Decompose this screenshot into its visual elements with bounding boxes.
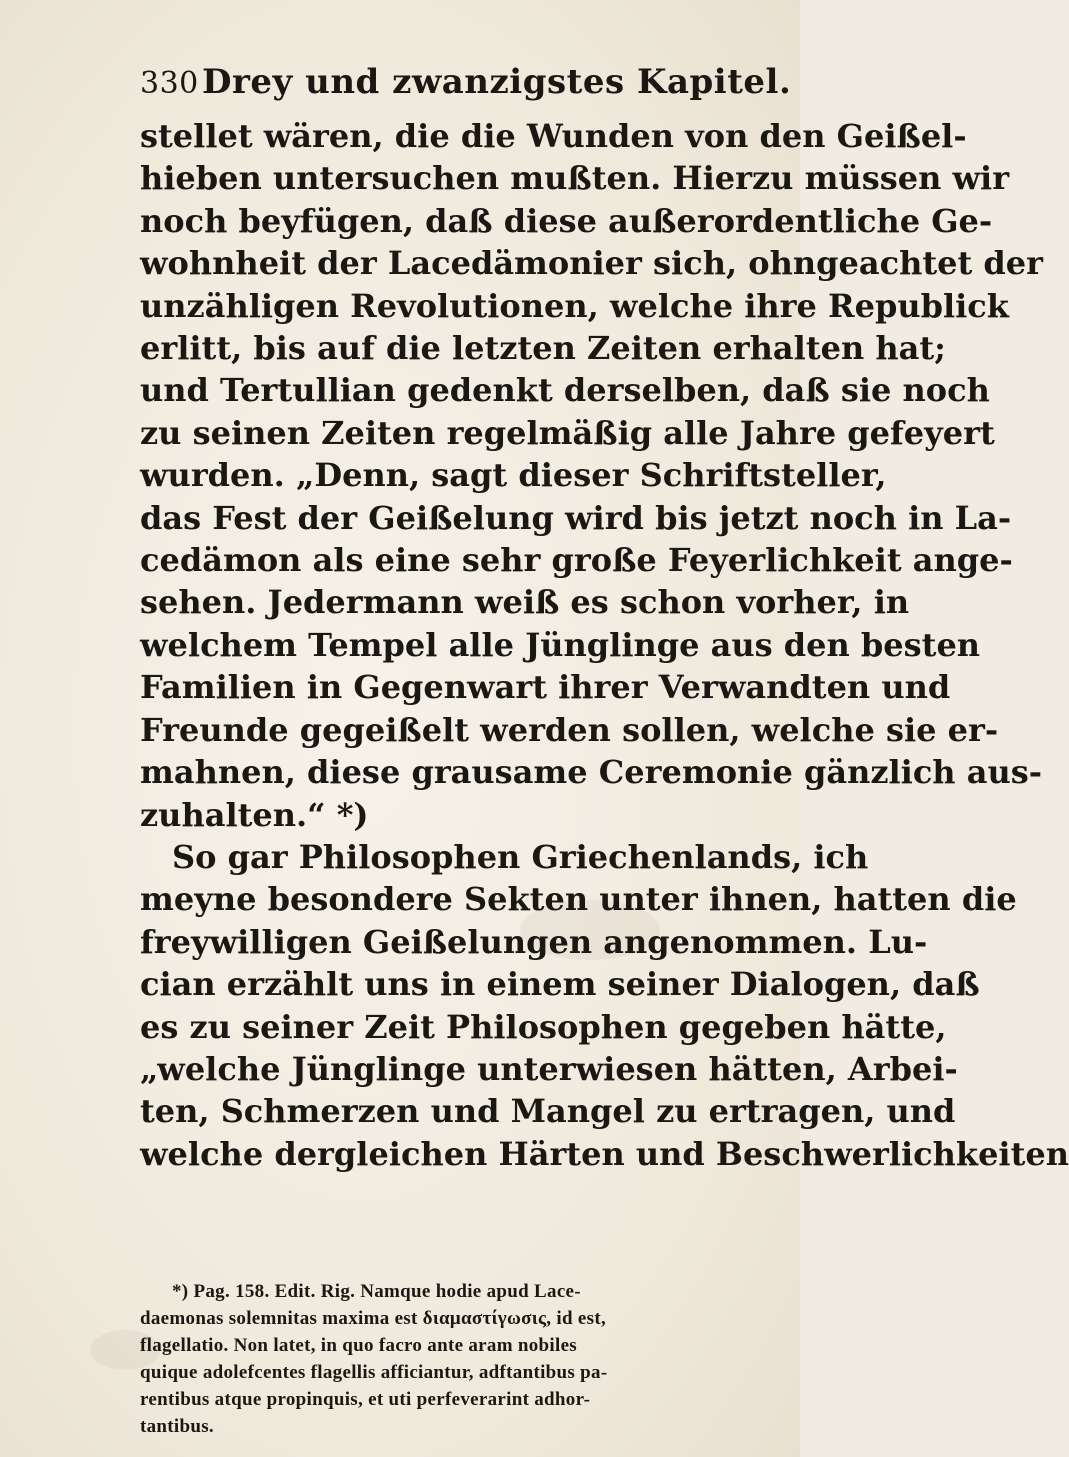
text-line: mahnen, diese grausame Ceremonie gänzlich aus-	[140, 753, 1042, 792]
text-line: das Fest der Geißelung wird bis jetzt noch in La-	[140, 498, 1012, 537]
text-line: und Tertullian gedenkt derselben, daß sie noch	[140, 371, 990, 410]
footnote-line: flagellatio. Non latet, in quo facro ante aram nobiles	[140, 1335, 577, 1356]
running-title: Drey und zwanzigstes Kapitel.	[202, 62, 792, 102]
text-line: „welche Jünglinge unterwiesen hätten, Arbei-	[140, 1049, 958, 1088]
footnote-line: rentibus atque propinquis, et uti perfeverarint adhor-	[140, 1389, 591, 1410]
text-line: welchem Tempel alle Jünglinge aus den besten	[140, 625, 981, 664]
footnote-line: tantibus.	[140, 1416, 214, 1437]
text-line: noch beyfügen, daß diese außerordentliche Ge-	[140, 201, 993, 240]
text-line: wohnheit der Lacedämonier sich, ohngeachtet der	[140, 244, 1043, 283]
text-line: Familien in Gegenwart ihrer Verwandten und	[140, 668, 951, 707]
text-line: es zu seiner Zeit Philosophen gegeben hätte,	[140, 1007, 947, 1046]
text-line: cedämon als eine sehr große Feyerlichkeit ange-	[140, 541, 1013, 580]
text-line: erlitt, bis auf die letzten Zeiten erhalten hat;	[140, 329, 946, 368]
footnote-line: *) Pag. 158. Edit. Rig. Namque hodie apud Lace-	[172, 1281, 581, 1302]
running-header	[140, 62, 792, 112]
text-line: wurden. „Denn, sagt dieser Schriftsteller,	[140, 456, 887, 495]
text-line: zu seinen Zeiten regelmäßig alle Jahre gefeyert	[140, 413, 995, 452]
text-line: freywilligen Geißelungen angenommen. Lu-	[140, 922, 928, 961]
paragraph-start-line: So gar Philosophen Griechenlands, ich	[172, 837, 869, 876]
page-number: 330	[140, 66, 199, 101]
text-line: welche dergleichen Härten und Beschwerlichkeiten	[140, 1134, 1069, 1173]
text-line: unzähligen Revolutionen, welche ihre Republick	[140, 286, 1009, 325]
text-line: sehen. Jedermann weiß es schon vorher, in	[140, 583, 910, 622]
text-line: Freunde gegeißelt werden sollen, welche sie er-	[140, 710, 999, 749]
text-line: stellet wären, die die Wunden von den Geißel-	[140, 117, 967, 155]
text-line: meyne besondere Sekten unter ihnen, hatten die	[140, 880, 1017, 919]
text-line: cian erzählt uns in einem seiner Dialogen, daß	[140, 965, 980, 1004]
text-line: ten, Schmerzen und Mangel zu ertragen, und	[140, 1092, 956, 1131]
body-text	[140, 115, 1069, 1175]
footnote	[140, 1278, 760, 1440]
footnote-line: quique adolefcentes flagellis afficiantur, adftantibus pa-	[140, 1362, 608, 1383]
text-line: zuhalten.“ *)	[140, 795, 369, 834]
footnote-line: daemonas solemnitas maxima est διαμαστίγωσις, id est,	[140, 1308, 607, 1329]
text-line: hieben untersuchen mußten. Hierzu müssen wir	[140, 159, 1010, 198]
